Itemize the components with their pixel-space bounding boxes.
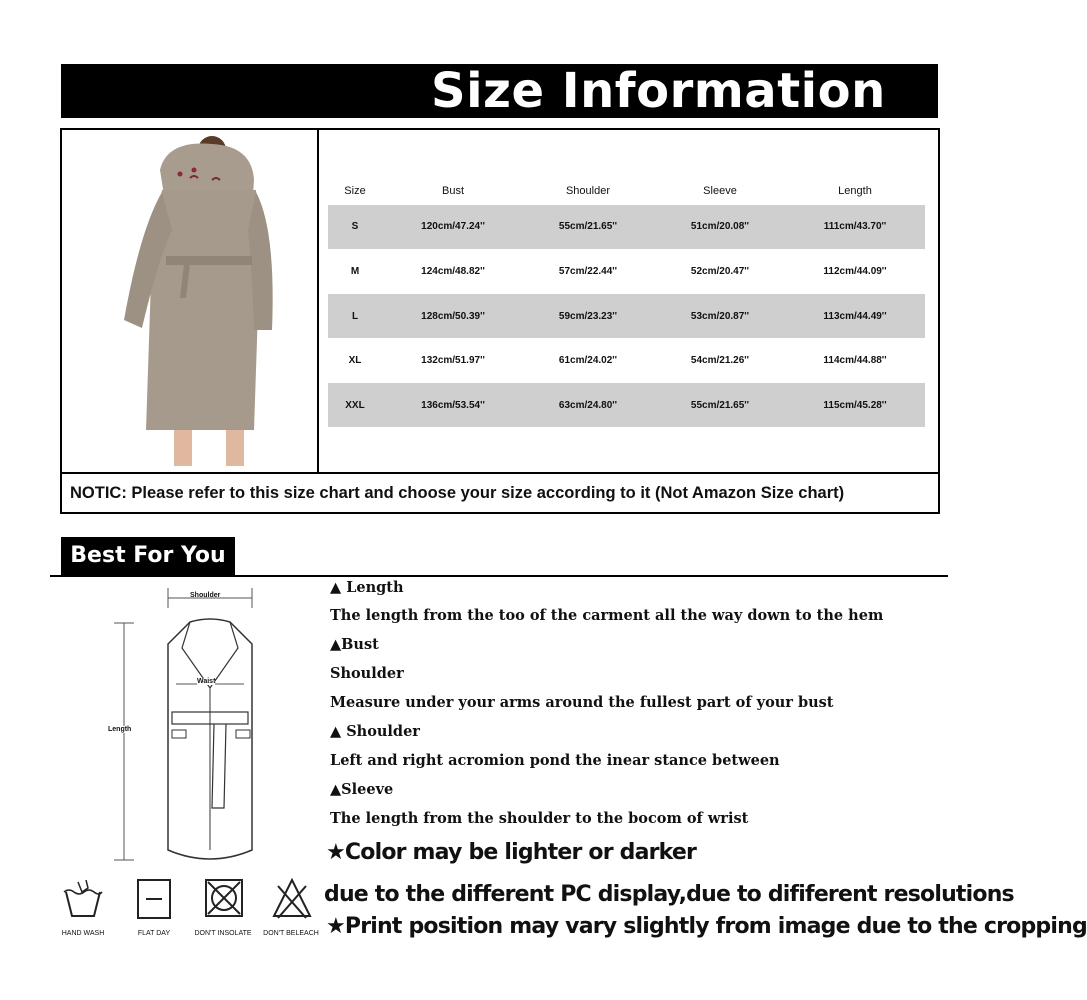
cell-sleeve: 55cm/21.65'' [690, 400, 750, 411]
title-bar [61, 64, 938, 118]
cell-sleeve: 53cm/20.87'' [690, 311, 750, 322]
length-description: The length from the too of the carment all the way down to the hem [330, 607, 884, 624]
do-not-insolate-label: DON'T INSOLATE [194, 930, 252, 937]
cell-size: S [351, 221, 359, 232]
section-divider [50, 575, 948, 577]
best-for-you-label: Best For You [61, 537, 235, 575]
flat-dry-label: FLAT DAY [137, 930, 171, 937]
bust-heading: ▲Bust [330, 636, 379, 653]
cell-bust: 128cm/50.39'' [421, 311, 485, 322]
header-bust: Bust [441, 185, 464, 197]
garment-measurement-diagram [100, 580, 270, 870]
shoulder-description: Left and right acromion pond the inear stance between [330, 752, 780, 769]
cell-sleeve: 51cm/20.08'' [690, 221, 750, 232]
sleeve-heading: ▲Sleeve [330, 781, 394, 798]
cell-shoulder: 59cm/23.23'' [558, 311, 618, 322]
flat-dry-icon [134, 878, 174, 920]
robe-photo-illustration [62, 130, 317, 472]
page-title: Size Information [431, 63, 886, 119]
header-sleeve: Sleeve [703, 185, 737, 197]
cell-sleeve: 52cm/20.47'' [690, 266, 750, 277]
do-not-bleach-label: DON'T BELEACH [263, 930, 319, 937]
size-notice: NOTIC: Please refer to this size chart and choose your size according to it (Not Amazon Size chart) [70, 484, 845, 502]
cell-bust: 136cm/53.54'' [421, 400, 485, 411]
hand-wash-icon [60, 876, 106, 922]
bust-description: Measure under your arms around the fullest part of your bust [330, 694, 834, 711]
cell-shoulder: 61cm/24.02'' [558, 355, 618, 366]
product-photo [62, 130, 319, 472]
cell-length: 111cm/43.70'' [823, 221, 887, 232]
cell-bust: 120cm/47.24'' [421, 221, 485, 232]
cell-size: XXL [345, 400, 365, 411]
notice-row [62, 472, 938, 514]
cell-length: 113cm/44.49'' [823, 311, 887, 322]
header-length: Length [838, 185, 872, 197]
diagram-waist-label: Waist [197, 678, 216, 685]
cell-sleeve: 54cm/21.26'' [690, 355, 750, 366]
header-size: Size [344, 185, 366, 197]
cell-size: M [350, 266, 360, 277]
do-not-bleach-icon [270, 876, 314, 922]
cell-shoulder: 57cm/22.44'' [558, 266, 618, 277]
cell-size: L [351, 311, 359, 322]
cell-size: XL [348, 355, 362, 366]
do-not-tumble-dry-icon [202, 876, 246, 922]
shoulder-heading: ▲ Shoulder [330, 723, 420, 740]
cell-length: 114cm/44.88'' [823, 355, 887, 366]
cell-length: 112cm/44.09'' [823, 266, 887, 277]
print-note: ★Print position may vary slightly from image due to the cropping [326, 914, 1087, 939]
color-note: ★Color may be lighter or darker [326, 840, 697, 865]
header-shoulder: Shoulder [565, 185, 611, 197]
hand-wash-label: HAND WASH [61, 930, 105, 937]
cell-bust: 132cm/51.97'' [421, 355, 485, 366]
bust-subheading: Shoulder [330, 665, 404, 682]
cell-bust: 124cm/48.82'' [421, 266, 485, 277]
cell-length: 115cm/45.28'' [823, 400, 887, 411]
cell-shoulder: 63cm/24.80'' [558, 400, 618, 411]
sleeve-description: The length from the shoulder to the bocom of wrist [330, 810, 749, 827]
cell-shoulder: 55cm/21.65'' [558, 221, 618, 232]
diagram-shoulder-label: Shoulder [190, 592, 221, 599]
length-heading: ▲ Length [330, 579, 404, 596]
diagram-length-label: Length [108, 726, 132, 733]
display-note: due to the different PC display,due to dififerent resolutions [324, 882, 1014, 907]
